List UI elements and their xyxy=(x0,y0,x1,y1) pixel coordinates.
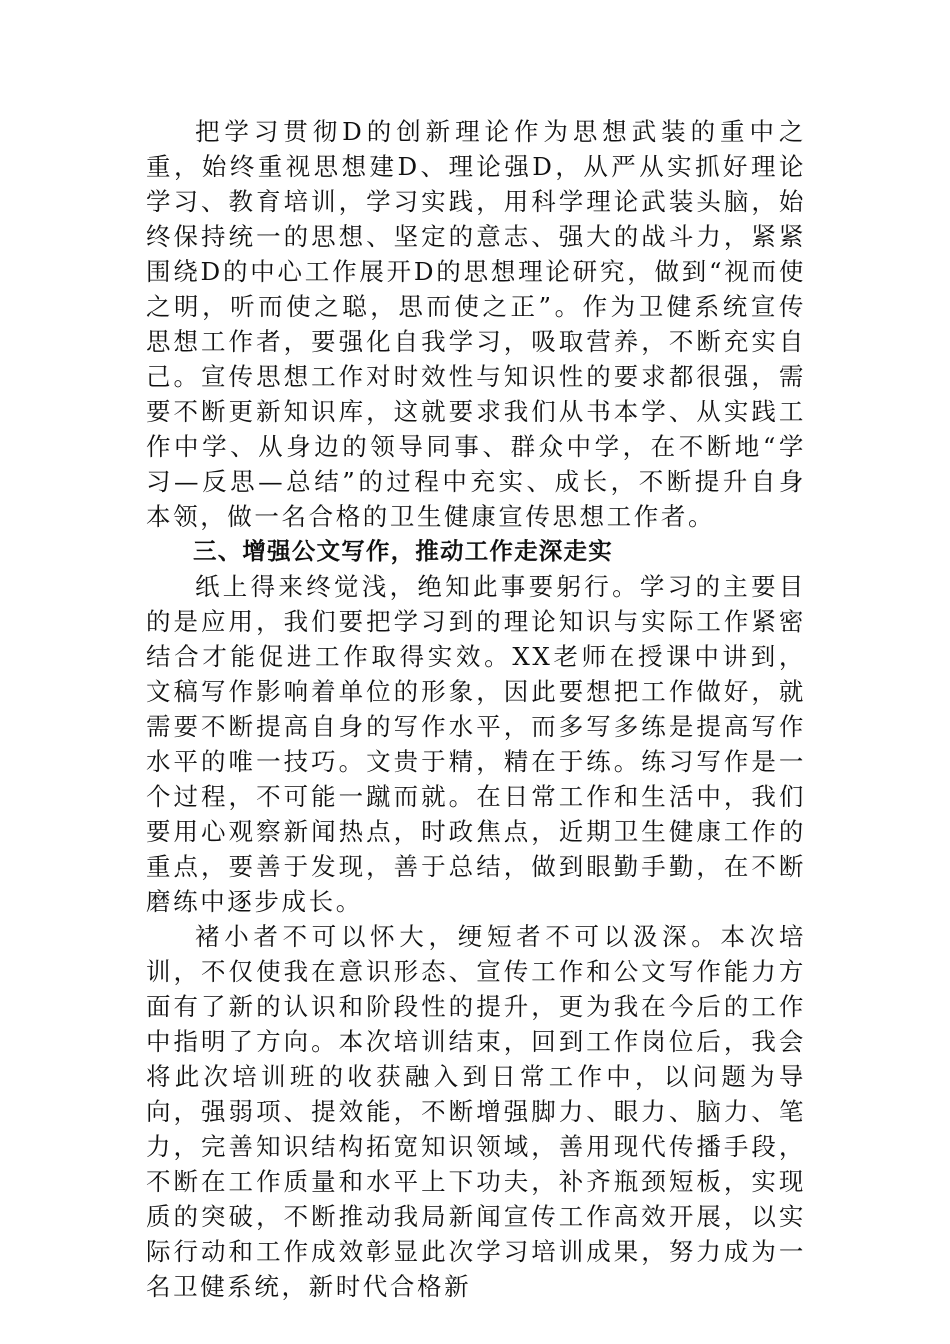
paragraph-training-summary: 褚小者不可以怀大，绠短者不可以汲深。本次培训，不仅使我在意识形态、宣传工作和公文写作能力方面有了新的认识和阶段性的提升，更为我在今后的工作中指明了方向。本次培训结束，回到工作岗位后，我会将此次培训班的收获融入到日常工作中，以问题为导向，强弱项、提效能，不断增强脚力、眼力、脑力、笔力，完善知识结构拓宽知识领域，善用现代传播手段，不断在工作质量和水平上下功夫，补齐瓶颈短板，实现质的突破，不断推动我局新闻宣传工作高效开展，以实际行动和工作成效彰显此次学习培训成果，努力成为一名卫健系统，新时代合格新 xyxy=(146,922,806,1301)
document-page xyxy=(146,114,806,1304)
paragraph-writing-practice: 纸上得来终觉浅，绝知此事要躬行。学习的主要目的是应用，我们要把学习到的理论知识与实际工作紧密结合才能促进工作取得实效。XX老师在授课中讲到，文稿写作影响着单位的形象，因此要想把工作做好，就需要不断提高自身的写作水平，而多写多练是提高写作水平的唯一技巧。文贵于精，精在于练。练习写作是一个过程，不可能一蹴而就。在日常工作和生活中，我们要用心观察新闻热点，时政焦点，近期卫生健康工作的重点，要善于发现，善于总结，做到眼勤手勤，在不断磨练中逐步成长。 xyxy=(146,572,806,916)
paragraph-theory-study: 把学习贯彻D的创新理论作为思想武装的重中之重，始终重视思想建D、理论强D，从严从实抓好理论学习、教育培训，学习实践，用科学理论武装头脑，始终保持统一的思想、坚定的意志、强大的战斗力，紧紧围绕D的中心工作展开D的思想理论研究，做到“视而使之明，听而使之聪，思而使之正”。作为卫健系统宣传思想工作者，要强化自我学习，吸取营养，不断充实自己。宣传思想工作对时效性与知识性的要求都很强，需要不断更新知识库，这就要求我们从书本学、从实践工作中学、从身边的领导同事、群众中学，在不断地“学习—反思—总结”的过程中充实、成长，不断提升自身本领，做一名合格的卫生健康宣传思想工作者。 xyxy=(146,117,806,531)
section-heading-writing: 三、增强公文写作，推动工作走深走实 xyxy=(193,537,613,565)
